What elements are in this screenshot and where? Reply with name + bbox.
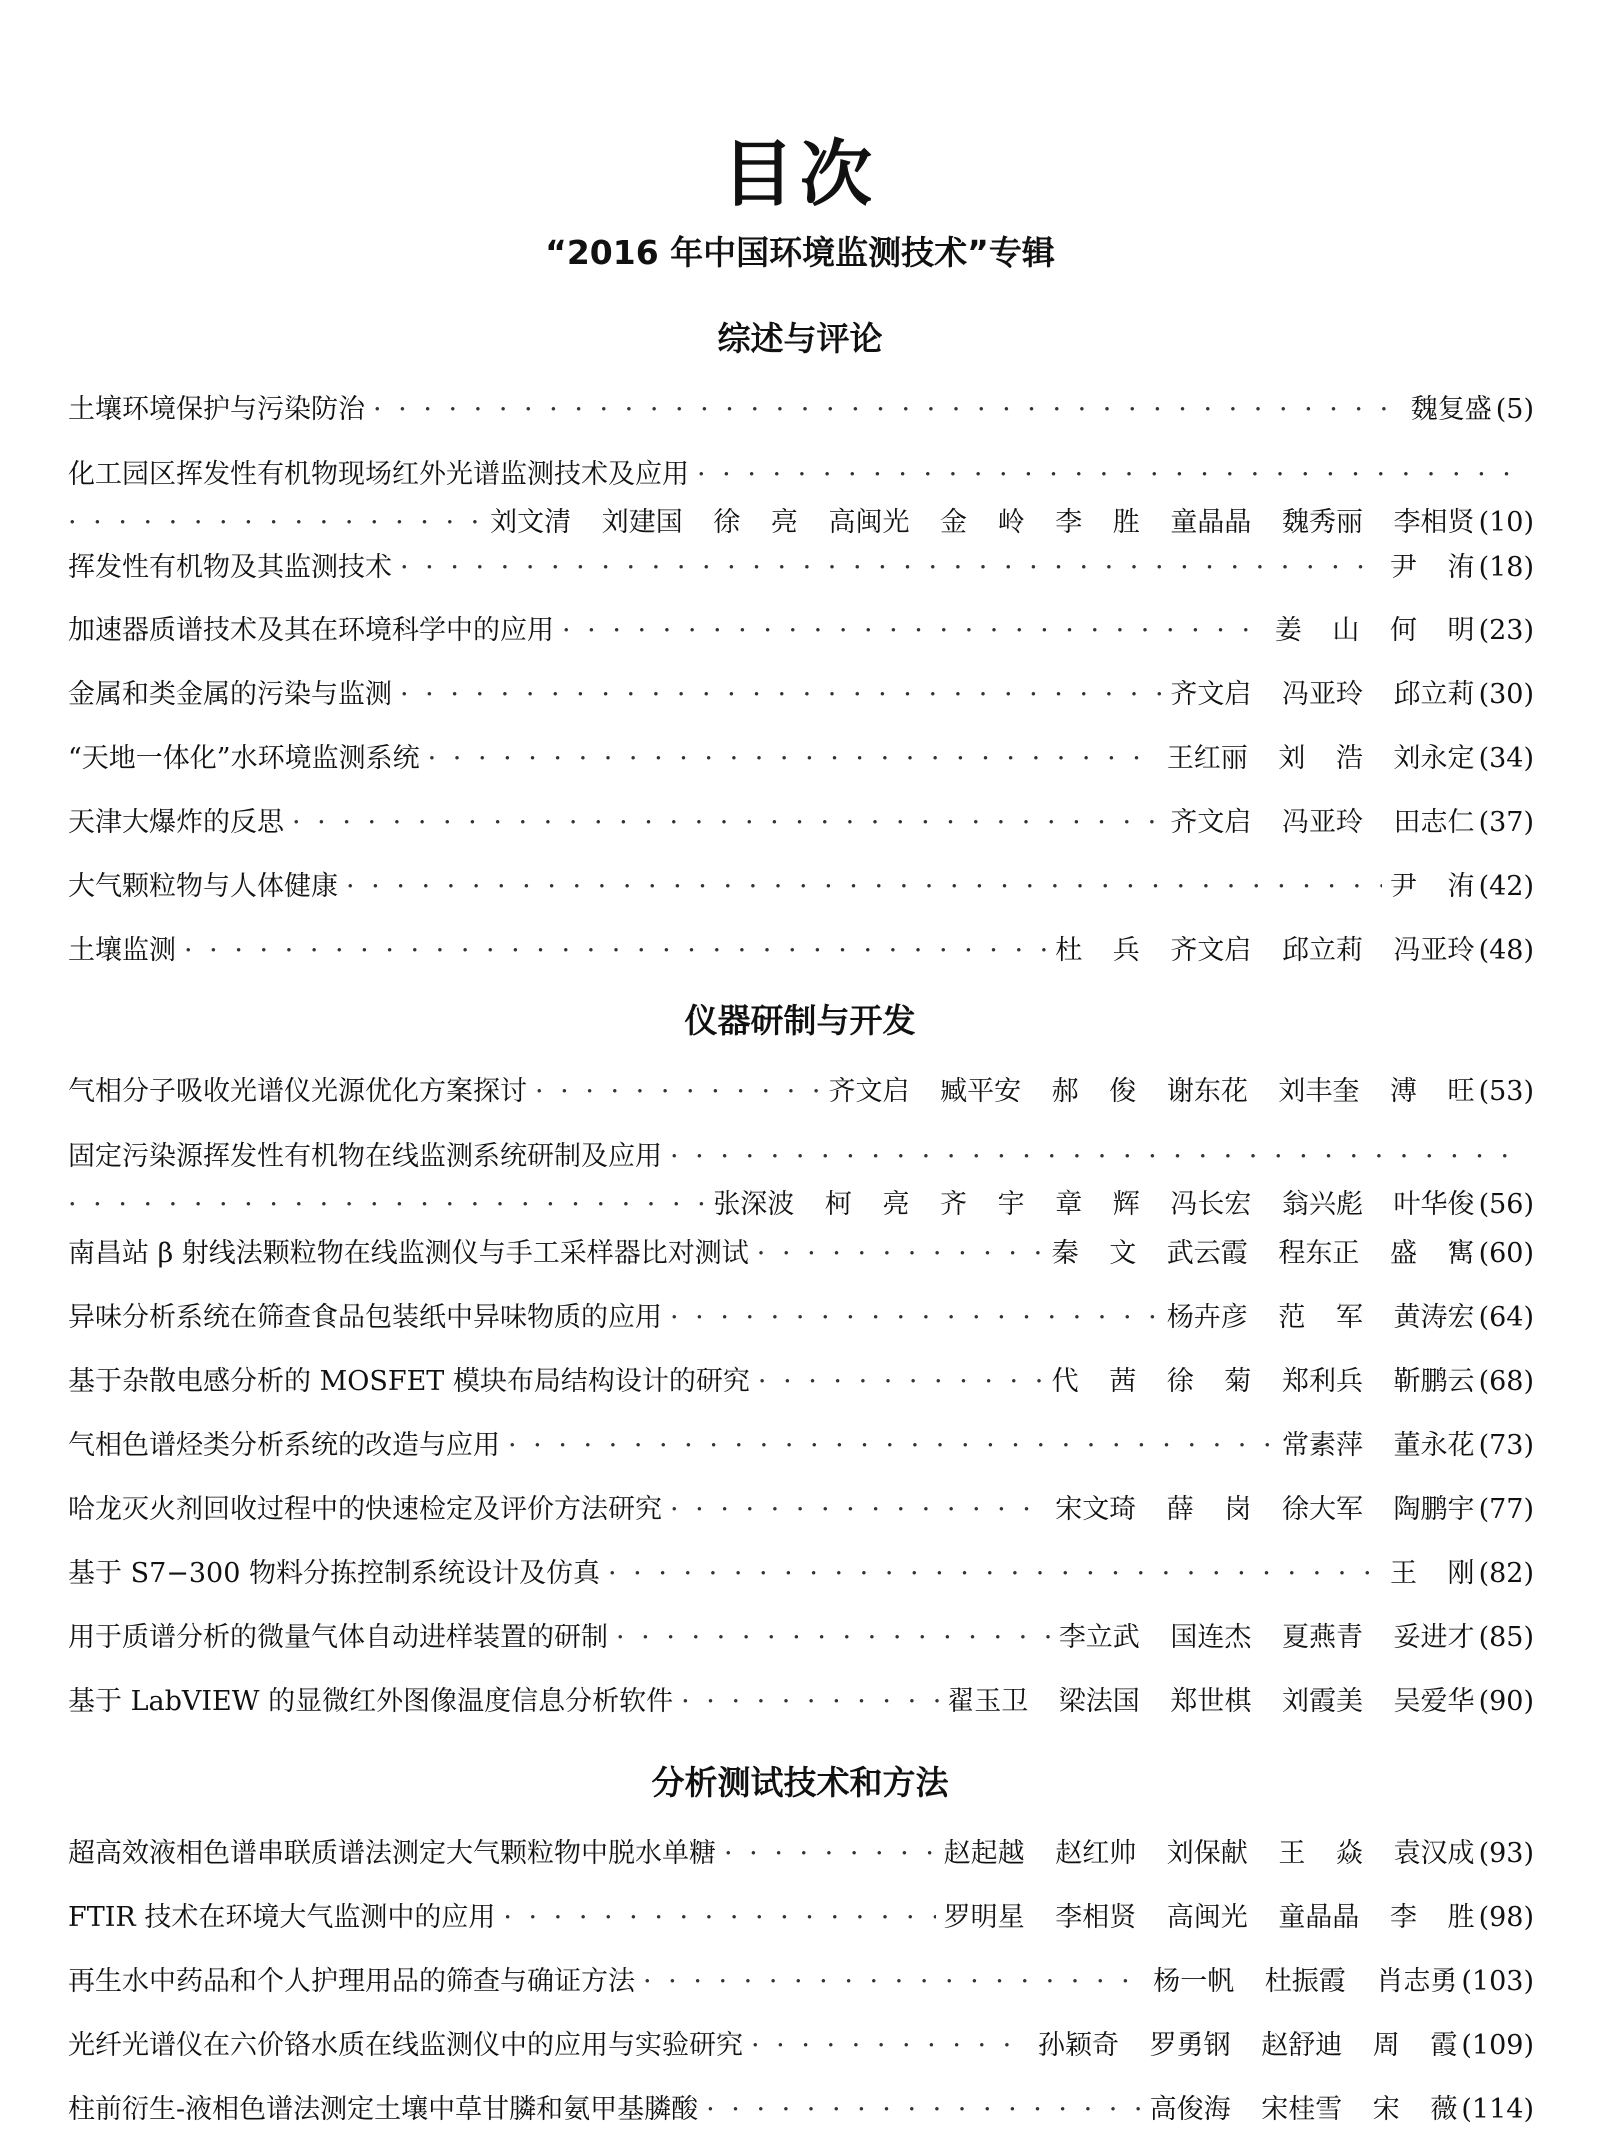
leader-dots <box>562 617 1267 644</box>
article-title: “天地一体化”水环境监测系统 <box>68 743 420 774</box>
toc-entry[interactable] <box>68 1840 1534 1874</box>
article-title: 基于 S7−300 物料分拣控制系统设计及仿真 <box>68 1558 600 1589</box>
leader-dots <box>68 1191 705 1218</box>
article-authors: 刘文清 刘建国 徐 亮 高闽光 金 岭 李 胜 童晶晶 魏秀丽 李相贤 <box>490 507 1475 538</box>
toc-entry[interactable] <box>68 461 1534 543</box>
article-title: 南昌站 β 射线法颗粒物在线监测仪与手工采样器比对测试 <box>68 1238 749 1269</box>
article-authors: 高俊海 宋桂雪 宋 薇 <box>1149 2094 1458 2125</box>
section-title: 仪器研制与开发 <box>684 1001 916 1040</box>
article-authors: 孙颖奇 罗勇钢 赵舒迪 周 霞 <box>1038 2030 1458 2061</box>
article-title: 化工园区挥发性有机物现场红外光谱监测技术及应用 <box>68 459 689 490</box>
page-number: (114) <box>1461 2094 1534 2125</box>
leader-dots <box>508 1432 1274 1459</box>
article-title: 挥发性有机物及其监测技术 <box>68 552 392 583</box>
article-authors: 常素萍 董永花 <box>1281 1430 1475 1461</box>
page-number: (77) <box>1478 1494 1534 1525</box>
page-number: (56) <box>1478 1189 1534 1220</box>
leader-dots <box>400 681 1162 708</box>
article-authors: 秦 文 武云霞 程东正 盛 寯 <box>1051 1238 1475 1269</box>
article-title: 大气颗粒物与人体健康 <box>68 871 338 902</box>
article-authors: 宋文琦 薛 岗 徐大军 陶鹏宇 <box>1055 1494 1475 1525</box>
leader-dots <box>670 1496 1047 1523</box>
article-title: 土壤环境保护与污染防治 <box>68 394 365 425</box>
page-number: (53) <box>1478 1076 1534 1107</box>
leader-dots <box>608 1560 1382 1587</box>
page-number: (34) <box>1478 743 1534 774</box>
article-authors: 杜 兵 齐文启 邱立莉 冯亚玲 <box>1055 935 1475 966</box>
toc-entry[interactable] <box>68 1560 1534 1594</box>
page-subtitle: “2016 年中国环境监测技术”专辑 <box>545 233 1055 272</box>
section-title: 分析测试技术和方法 <box>651 1763 949 1802</box>
leader-dots <box>346 873 1382 900</box>
leader-dots <box>697 461 1526 488</box>
article-authors: 赵起越 赵红帅 刘保献 王 焱 袁汉成 <box>943 1838 1475 1869</box>
article-authors: 杨一帆 杜振霞 肖志勇 <box>1153 1966 1458 1997</box>
page-number: (10) <box>1478 507 1534 538</box>
article-authors: 王 刚 <box>1389 1558 1475 1589</box>
toc-entry[interactable] <box>68 1143 1534 1225</box>
toc-entry[interactable] <box>68 937 1534 971</box>
article-title: 再生水中药品和个人护理用品的筛查与确证方法 <box>68 1966 635 1997</box>
toc-entry[interactable] <box>68 681 1534 715</box>
article-title: 固定污染源挥发性有机物在线监测系统研制及应用 <box>68 1141 662 1172</box>
article-title: 加速器质谱技术及其在环境科学中的应用 <box>68 615 554 646</box>
toc-entry[interactable] <box>68 1368 1534 1402</box>
article-title: 用于质谱分析的微量气体自动进样装置的研制 <box>68 1622 608 1653</box>
article-authors: 姜 山 何 明 <box>1274 615 1475 646</box>
page-number: (93) <box>1478 1838 1534 1869</box>
article-title: 土壤监测 <box>68 935 176 966</box>
leader-dots <box>724 1840 936 1867</box>
leader-dots <box>670 1143 1526 1170</box>
leader-dots <box>400 554 1382 581</box>
toc-entry[interactable] <box>68 873 1534 907</box>
leader-dots <box>670 1304 1159 1331</box>
section-title: 综述与评论 <box>717 319 883 358</box>
leader-dots <box>503 1904 935 1931</box>
toc-entry[interactable] <box>68 1078 1534 1112</box>
toc-entry[interactable] <box>68 396 1534 430</box>
article-authors: 李立武 国连杰 夏燕青 妥进才 <box>1058 1622 1475 1653</box>
article-title: 基于 LabVIEW 的显微红外图像温度信息分析软件 <box>68 1686 674 1717</box>
article-title: 气相色谱烃类分析系统的改造与应用 <box>68 1430 500 1461</box>
toc-entry[interactable] <box>68 2032 1534 2066</box>
page-number: (37) <box>1478 807 1534 838</box>
page-number: (90) <box>1478 1686 1534 1717</box>
toc-entry[interactable] <box>68 1496 1534 1530</box>
article-title: 超高效液相色谱串联质谱法测定大气颗粒物中脱水单糖 <box>68 1838 716 1869</box>
page-number: (18) <box>1478 552 1534 583</box>
page-number: (48) <box>1478 935 1534 966</box>
page-number: (23) <box>1478 615 1534 646</box>
article-authors: 齐文启 臧平安 郝 俊 谢东花 刘丰奎 溥 旺 <box>828 1076 1475 1107</box>
page-number: (73) <box>1478 1430 1534 1461</box>
article-title: 异味分析系统在筛查食品包装纸中异味物质的应用 <box>68 1302 662 1333</box>
page-number: (98) <box>1478 1902 1534 1933</box>
article-title: 金属和类金属的污染与监测 <box>68 679 392 710</box>
article-title: 柱前衍生-液相色谱法测定土壤中草甘膦和氨甲基膦酸 <box>68 2094 699 2125</box>
toc-entry[interactable] <box>68 1688 1534 1722</box>
leader-dots <box>616 1624 1051 1651</box>
article-title: 天津大爆炸的反思 <box>68 807 284 838</box>
page-number: (30) <box>1478 679 1534 710</box>
leader-dots <box>706 2096 1142 2123</box>
article-authors: 齐文启 冯亚玲 田志仁 <box>1170 807 1475 838</box>
toc-entry[interactable] <box>68 1904 1534 1938</box>
article-authors: 代 茜 徐 菊 郑利兵 靳鹏云 <box>1051 1366 1475 1397</box>
article-title: 光纤光谱仪在六价铬水质在线监测仪中的应用与实验研究 <box>68 2030 743 2061</box>
leader-dots <box>681 1688 939 1715</box>
leader-dots <box>751 2032 1030 2059</box>
leader-dots <box>535 1078 820 1105</box>
article-authors: 王红丽 刘 浩 刘永定 <box>1166 743 1475 774</box>
article-authors: 杨卉彦 范 军 黄涛宏 <box>1166 1302 1475 1333</box>
article-title: 哈龙灭火剂回收过程中的快速检定及评价方法研究 <box>68 1494 662 1525</box>
toc-entry[interactable] <box>68 2096 1534 2130</box>
leader-dots <box>292 809 1162 836</box>
page-number: (42) <box>1478 871 1534 902</box>
leader-dots <box>68 509 482 536</box>
article-authors: 尹 洧 <box>1389 552 1475 583</box>
toc-entry[interactable] <box>68 1240 1534 1274</box>
toc-entry[interactable] <box>68 617 1534 651</box>
toc-entry[interactable] <box>68 809 1534 843</box>
article-title: FTIR 技术在环境大气监测中的应用 <box>68 1902 496 1933</box>
leader-dots <box>373 396 1403 423</box>
article-title: 气相分子吸收光谱仪光源优化方案探讨 <box>68 1076 527 1107</box>
leader-dots <box>757 1240 1044 1267</box>
page-number: (82) <box>1478 1558 1534 1589</box>
toc-entry[interactable] <box>68 1968 1534 2002</box>
toc-entry[interactable] <box>68 554 1534 588</box>
article-authors: 张深波 柯 亮 齐 宇 章 辉 冯长宏 翁兴彪 叶华俊 <box>713 1189 1475 1220</box>
toc-entry[interactable] <box>68 1304 1534 1338</box>
page-number: (103) <box>1461 1966 1534 1997</box>
toc-entry[interactable] <box>68 745 1534 779</box>
leader-dots <box>643 1968 1145 1995</box>
leader-dots <box>758 1368 1044 1395</box>
page-number: (68) <box>1478 1366 1534 1397</box>
page-title: 目次 <box>721 132 878 216</box>
toc-entry[interactable] <box>68 1624 1534 1658</box>
article-authors: 尹 洧 <box>1389 871 1475 902</box>
article-authors: 翟玉卫 梁法国 郑世棋 刘霞美 吴爱华 <box>947 1686 1475 1717</box>
page-number: (109) <box>1461 2030 1534 2061</box>
page-number: (5) <box>1495 394 1534 425</box>
toc-entry[interactable] <box>68 1432 1534 1466</box>
page-number: (85) <box>1478 1622 1534 1653</box>
article-title: 基于杂散电感分析的 MOSFET 模块布局结构设计的研究 <box>68 1366 750 1397</box>
article-authors: 齐文启 冯亚玲 邱立莉 <box>1170 679 1475 710</box>
article-authors: 罗明星 李相贤 高闽光 童晶晶 李 胜 <box>943 1902 1475 1933</box>
article-authors: 魏复盛 <box>1410 394 1492 425</box>
page-number: (64) <box>1478 1302 1534 1333</box>
page-number: (60) <box>1478 1238 1534 1269</box>
leader-dots <box>184 937 1047 964</box>
leader-dots <box>428 745 1159 772</box>
